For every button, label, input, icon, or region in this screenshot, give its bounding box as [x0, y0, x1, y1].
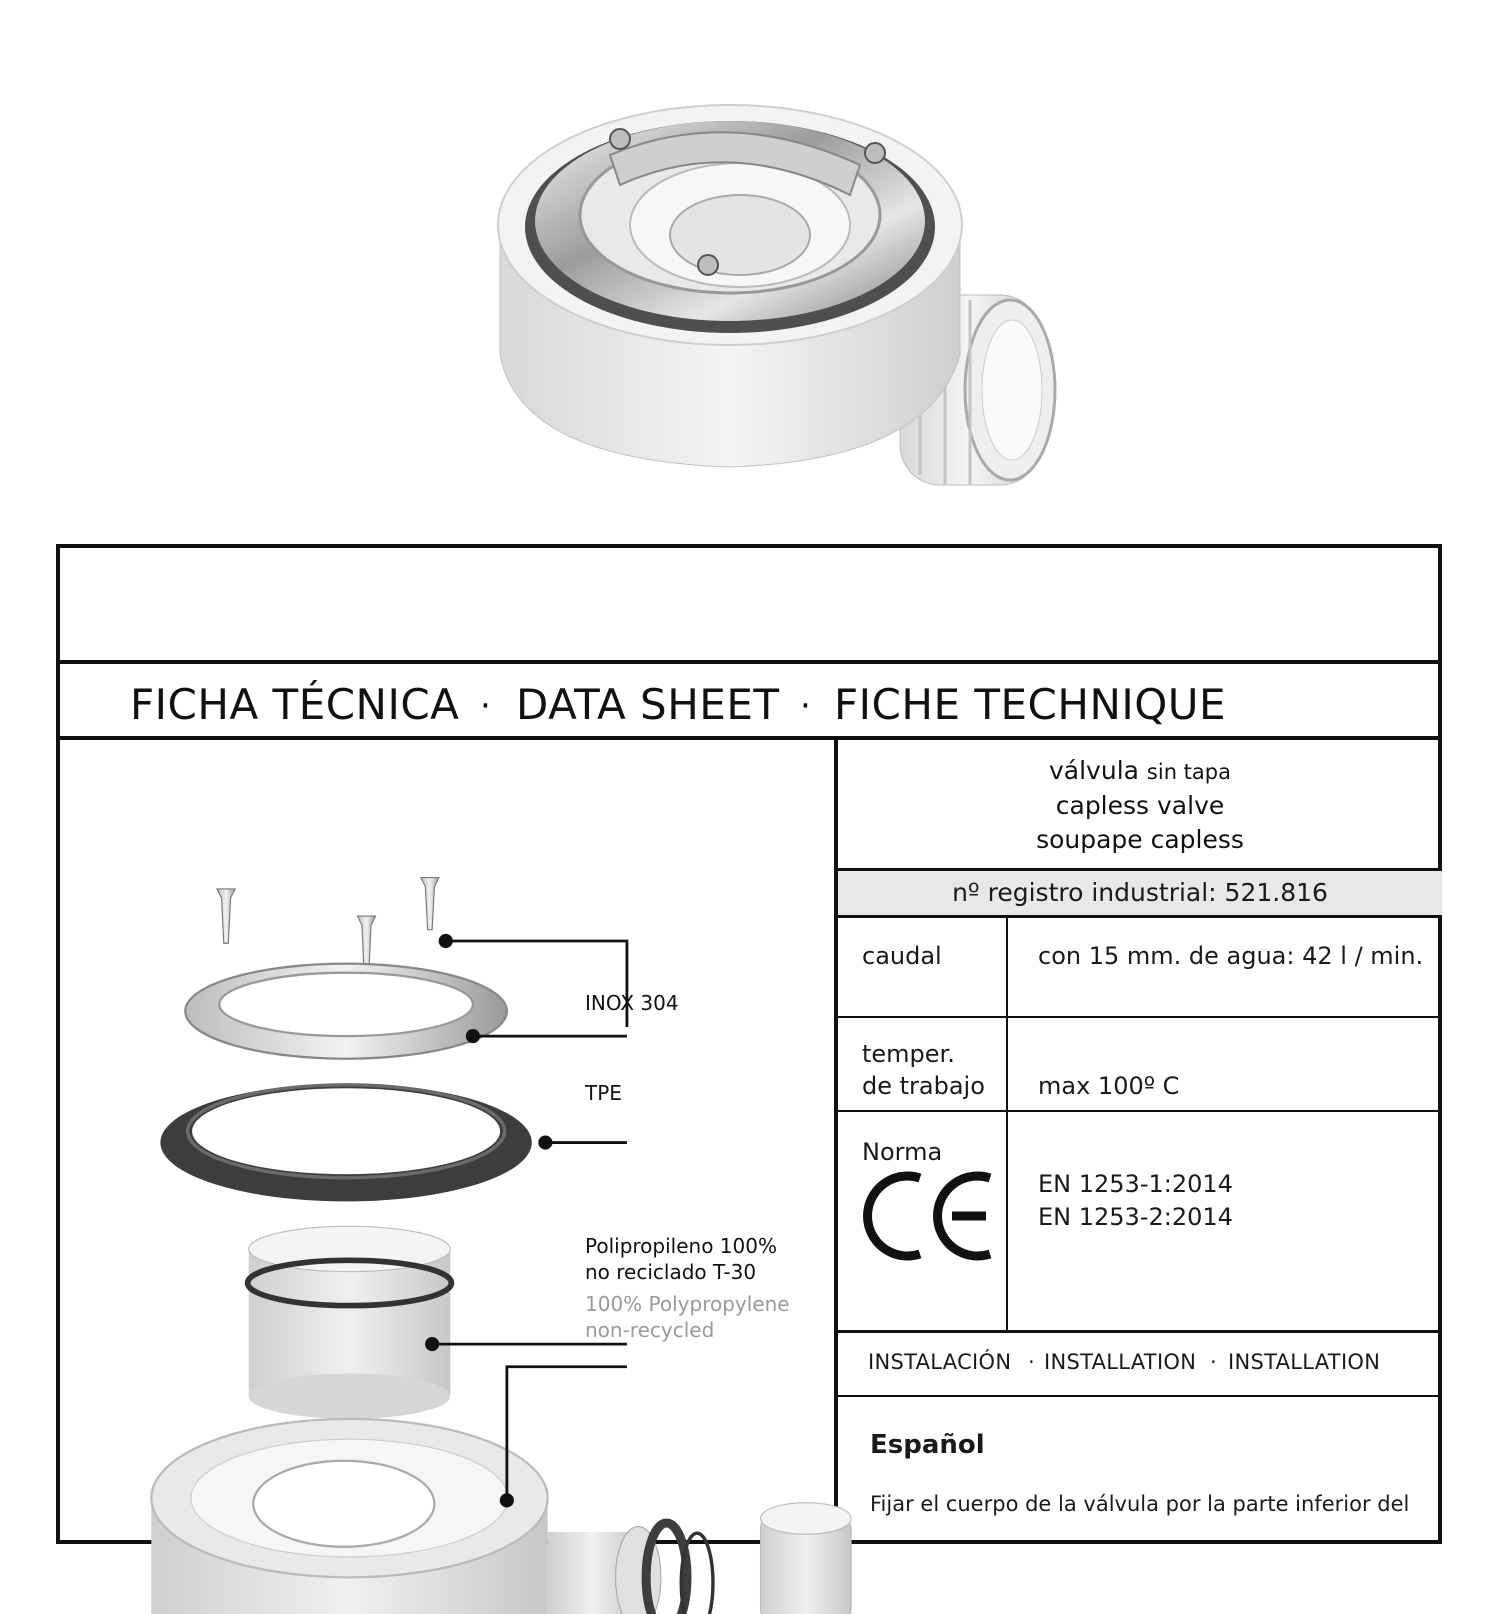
language-heading: Español	[870, 1430, 985, 1460]
product-name-en: capless valve	[1055, 791, 1225, 820]
flow-label: caudal	[862, 942, 942, 970]
norm-value-1: EN 1253-1:2014	[1038, 1170, 1233, 1198]
product-name-es: válvula sin tapa	[1049, 756, 1231, 785]
installation-fr: INSTALLATION	[1228, 1350, 1381, 1374]
installation-header	[838, 1330, 1442, 1397]
screw-icon	[217, 878, 439, 975]
installation-text: Fijar el cuerpo de la válvula por la parte inferior del	[870, 1492, 1410, 1516]
spec-panel	[838, 740, 1438, 1548]
temperature-label-2: de trabajo	[862, 1072, 985, 1100]
callout-polypropylene-en-2: non-recycled	[585, 1318, 715, 1342]
header-blank-row	[60, 548, 1438, 664]
product-image	[490, 95, 1070, 505]
callout-polypropylene-en-1: 100% Polypropylene	[585, 1292, 790, 1316]
norm-label: Norma	[862, 1138, 943, 1166]
installation-es: INSTALACIÓN	[868, 1350, 1012, 1374]
callout-tpe: TPE	[585, 1081, 622, 1105]
flow-value: con 15 mm. de agua: 42 l / min.	[1038, 942, 1424, 970]
registration-number: nº registro industrial: 521.816	[838, 871, 1442, 918]
title-spanish: FICHA TÉCNICA	[130, 680, 460, 729]
installation-en: INSTALLATION	[1044, 1350, 1197, 1374]
sleeve-icon	[248, 1226, 452, 1419]
title-separator: ·	[800, 686, 812, 726]
temperature-label-1: temper.	[862, 1040, 955, 1068]
product-name-fr: soupape capless	[1036, 825, 1244, 854]
installation-separator: ·	[1210, 1350, 1217, 1374]
exploded-diagram	[140, 850, 910, 1614]
temperature-value: max 100º C	[1038, 1072, 1180, 1100]
tpe-gasket-icon	[160, 1084, 531, 1202]
spec-row-temperature	[838, 1018, 1442, 1112]
title-english: DATA SHEET	[516, 680, 780, 729]
spec-row-flow	[838, 918, 1442, 1018]
product-name-box	[838, 740, 1442, 871]
valve-body-icon	[151, 1419, 851, 1614]
norm-value-2: EN 1253-2:2014	[1038, 1203, 1233, 1231]
sheet-title-row	[60, 664, 1438, 740]
title-french: FICHE TECHNIQUE	[834, 680, 1227, 729]
steel-ring-icon	[185, 964, 507, 1059]
title-separator: ·	[480, 686, 492, 726]
installation-separator: ·	[1028, 1350, 1035, 1374]
callout-polypropylene-es-2: no reciclado T-30	[585, 1260, 757, 1284]
callout-stainless-steel: INOX 304	[585, 991, 679, 1015]
callout-polypropylene-es-1: Polipropileno 100%	[585, 1234, 777, 1258]
